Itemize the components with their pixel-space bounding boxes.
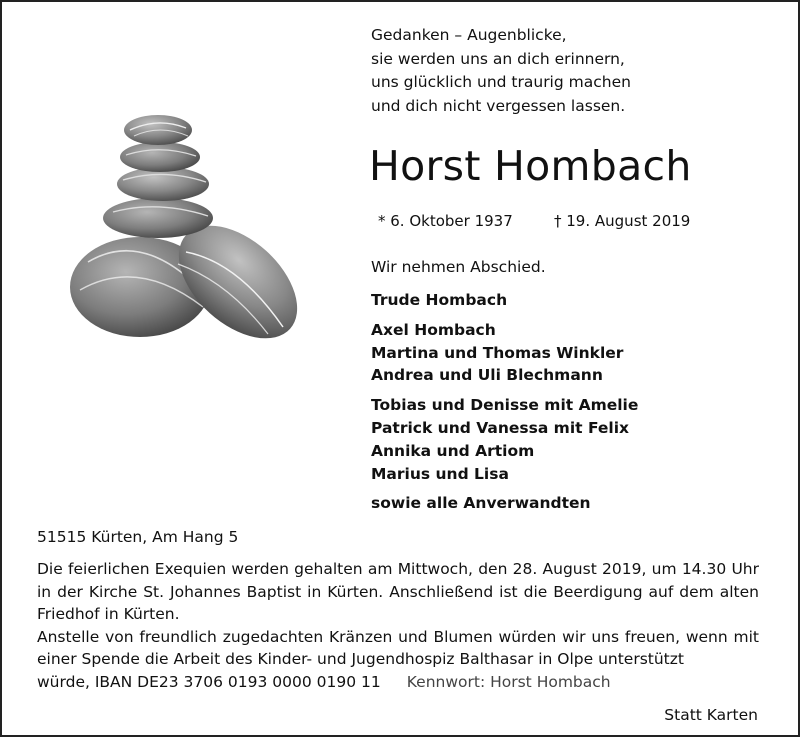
donation-line	[37, 671, 759, 694]
poem-line: und dich nicht vergessen lassen.	[371, 96, 626, 115]
family-member: sowie alle Anverwandten	[371, 494, 591, 513]
donation-text: Anstelle von freundlich zugedachten Kränzen und Blumen würden wir uns freuen, wenn mit einer Spende die Arbeit des Kinder- und Jugendhospiz Balthasar in Olpe unterstützt	[37, 627, 759, 669]
farewell-text: Wir nehmen Abschied.	[371, 258, 546, 276]
iban-text: würde, IBAN DE23 3706 0193 0000 0190 11	[37, 672, 381, 691]
stone-stack-image	[68, 112, 318, 344]
family-member: Tobias und Denisse mit Amelie	[371, 396, 639, 415]
life-dates	[378, 212, 690, 230]
poem	[371, 24, 631, 118]
family-group	[371, 492, 638, 515]
address: 51515 Kürten, Am Hang 5	[37, 528, 239, 546]
keyword-text: Kennwort: Horst Hombach	[406, 672, 611, 691]
poem-line: Gedanken – Augenblicke,	[371, 26, 567, 44]
family-member: Andrea und Uli Blechmann	[371, 366, 603, 385]
footer-note: Statt Karten	[664, 706, 758, 724]
deceased-name: Horst Hombach	[369, 142, 692, 190]
service-text: Die feierlichen Exequien werden gehalten am Mittwoch, den 28. August 2019, um 14.30 Uhr in der Kirche St. Johannes Baptist in Kürten. Anschließend ist die Beerdigung auf dem alten Friedhof in Kürten.	[37, 560, 759, 624]
family-group	[371, 289, 638, 312]
family-group	[371, 394, 638, 485]
birth-date: * 6. Oktober 1937	[378, 212, 513, 230]
poem-line: sie werden uns an dich erinnern,	[371, 49, 625, 68]
family-group	[371, 319, 638, 387]
family-member: Trude Hombach	[371, 291, 508, 309]
family-member: Marius und Lisa	[371, 464, 509, 483]
service-info	[37, 558, 759, 694]
family-member: Martina und Thomas Winkler	[371, 343, 624, 362]
family-member: Axel Hombach	[371, 320, 496, 339]
family-list	[371, 289, 638, 522]
family-member: Annika und Artiom	[371, 441, 535, 460]
death-date: † 19. August 2019	[554, 212, 691, 230]
family-member: Patrick und Vanessa mit Felix	[371, 418, 630, 437]
poem-line: uns glücklich und traurig machen	[371, 73, 631, 91]
